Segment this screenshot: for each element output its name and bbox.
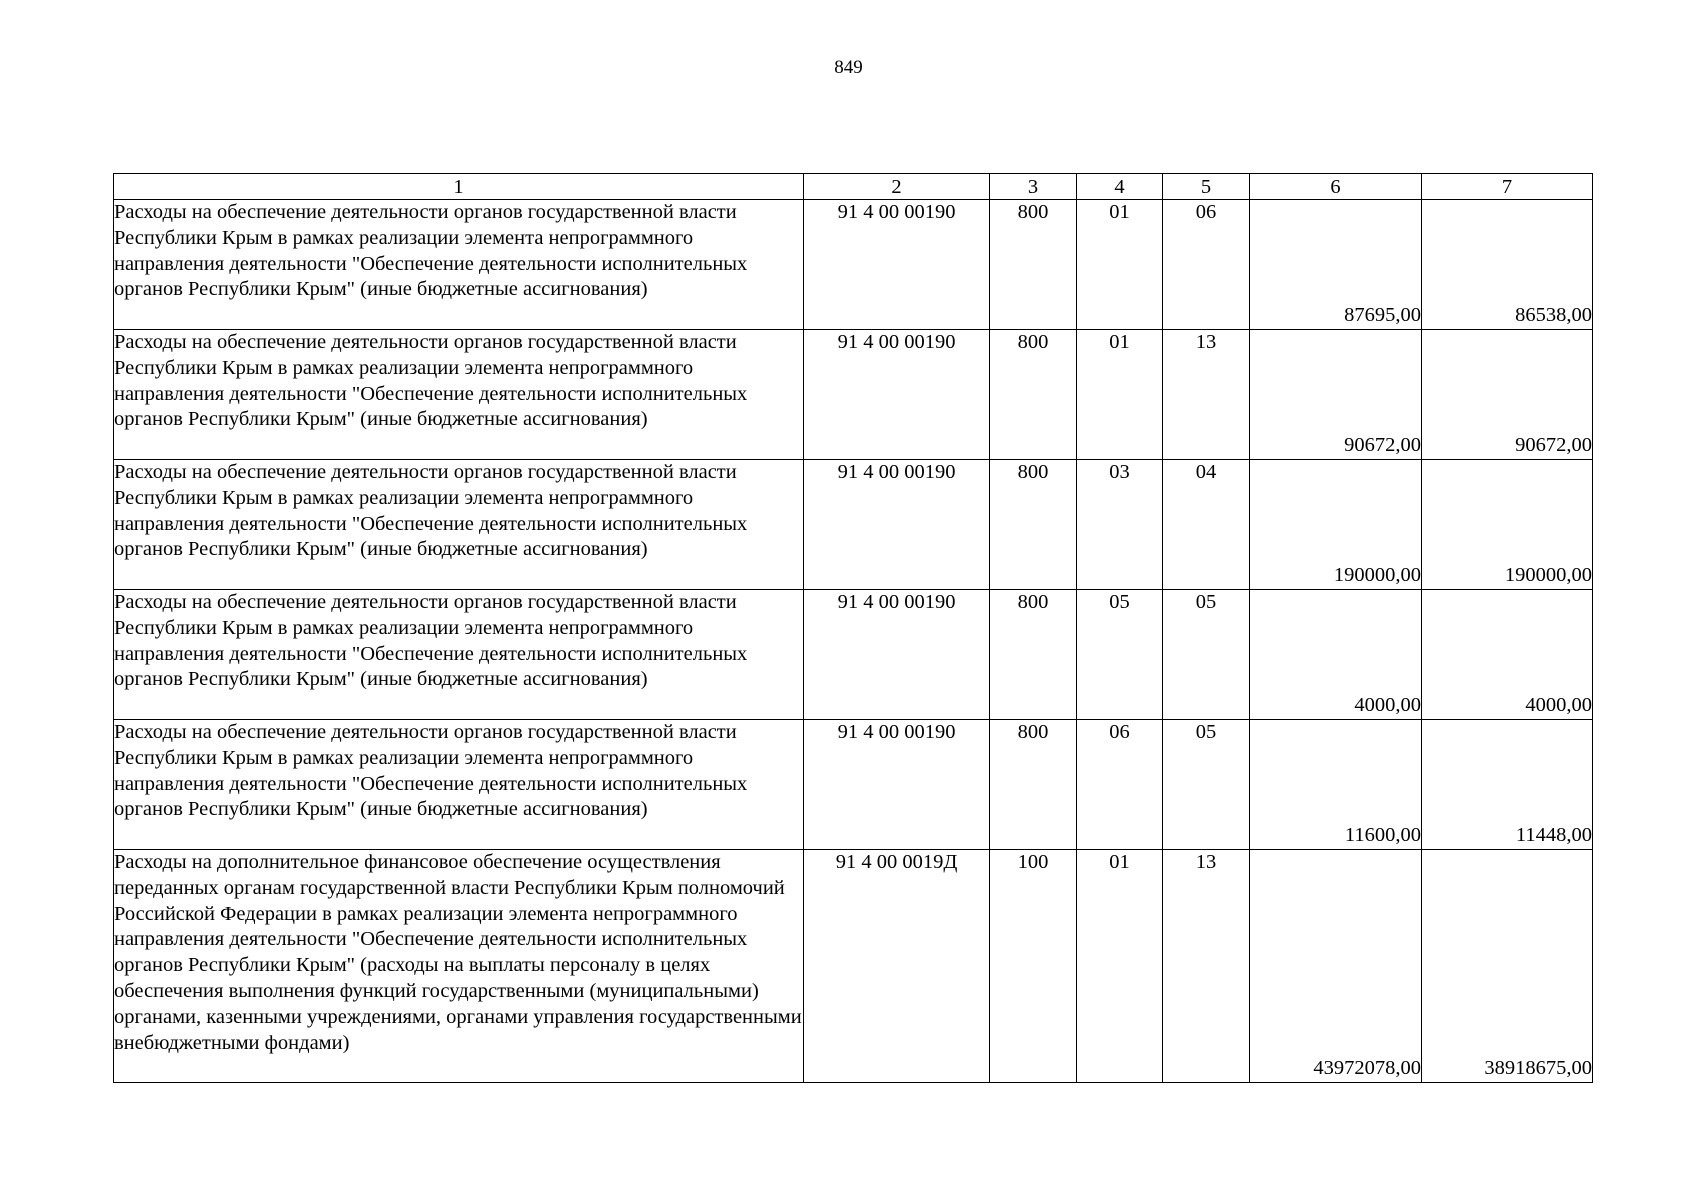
row-description: Расходы на обеспечение деятельности органов государственной власти Республики Крым в рамках реализации элемента непрограммного направления деятельности "Обеспечение деятельности исполнительных органов Республики Крым" (иные бюджетные ассигнования) bbox=[114, 460, 804, 590]
target-code: 91 4 00 00190 bbox=[804, 590, 990, 720]
amount-year-1: 43972078,00 bbox=[1250, 850, 1422, 1083]
row-description: Расходы на обеспечение деятельности органов государственной власти Республики Крым в рамках реализации элемента непрограммного направления деятельности "Обеспечение деятельности исполнительных органов Республики Крым" (иные бюджетные ассигнования) bbox=[114, 590, 804, 720]
amount-year-2: 38918675,00 bbox=[1422, 850, 1593, 1083]
column-header: 2 bbox=[804, 174, 990, 200]
row-description: Расходы на обеспечение деятельности органов государственной власти Республики Крым в рамках реализации элемента непрограммного направления деятельности "Обеспечение деятельности исполнительных органов Республики Крым" (иные бюджетные ассигнования) bbox=[114, 330, 804, 460]
column-header: 4 bbox=[1077, 174, 1163, 200]
amount-year-1: 11600,00 bbox=[1250, 720, 1422, 850]
table-row bbox=[114, 330, 1593, 460]
table-header-row bbox=[114, 174, 1593, 200]
target-code: 91 4 00 00190 bbox=[804, 200, 990, 330]
table-row bbox=[114, 460, 1593, 590]
amount-year-2: 86538,00 bbox=[1422, 200, 1593, 330]
row-description: Расходы на дополнительное финансовое обеспечение осуществления переданных органам государственной власти Республики Крым полномочий Российской Федерации в рамках реализации элемента непрограммного направления деятельности "Обеспечение деятельности исполнительных органов Республики Крым" (расходы на выплаты персоналу в целях обеспечения выполнения функций государственными (муниципальными) органами, казенными учреждениями, органами управления государственными внебюджетными фондами) bbox=[114, 850, 804, 1083]
amount-year-1: 90672,00 bbox=[1250, 330, 1422, 460]
expense-type: 800 bbox=[990, 590, 1077, 720]
section-code: 03 bbox=[1077, 460, 1163, 590]
table-row bbox=[114, 590, 1593, 720]
column-header: 5 bbox=[1163, 174, 1250, 200]
target-code: 91 4 00 00190 bbox=[804, 460, 990, 590]
row-description: Расходы на обеспечение деятельности органов государственной власти Республики Крым в рамках реализации элемента непрограммного направления деятельности "Обеспечение деятельности исполнительных органов Республики Крым" (иные бюджетные ассигнования) bbox=[114, 200, 804, 330]
row-description: Расходы на обеспечение деятельности органов государственной власти Республики Крым в рамках реализации элемента непрограммного направления деятельности "Обеспечение деятельности исполнительных органов Республики Крым" (иные бюджетные ассигнования) bbox=[114, 720, 804, 850]
target-code: 91 4 00 0019Д bbox=[804, 850, 990, 1083]
amount-year-2: 11448,00 bbox=[1422, 720, 1593, 850]
amount-year-2: 90672,00 bbox=[1422, 330, 1593, 460]
amount-year-1: 87695,00 bbox=[1250, 200, 1422, 330]
page-number: 849 bbox=[834, 57, 863, 78]
amount-year-1: 4000,00 bbox=[1250, 590, 1422, 720]
expense-type: 800 bbox=[990, 330, 1077, 460]
section-code: 05 bbox=[1077, 590, 1163, 720]
table-row bbox=[114, 850, 1593, 1083]
table-row bbox=[114, 200, 1593, 330]
column-header: 6 bbox=[1250, 174, 1422, 200]
section-code: 06 bbox=[1077, 720, 1163, 850]
target-code: 91 4 00 00190 bbox=[804, 720, 990, 850]
amount-year-1: 190000,00 bbox=[1250, 460, 1422, 590]
section-code: 01 bbox=[1077, 200, 1163, 330]
budget-table bbox=[113, 173, 1593, 1083]
section-code: 01 bbox=[1077, 850, 1163, 1083]
expense-type: 800 bbox=[990, 200, 1077, 330]
section-code: 01 bbox=[1077, 330, 1163, 460]
expense-type: 100 bbox=[990, 850, 1077, 1083]
amount-year-2: 190000,00 bbox=[1422, 460, 1593, 590]
column-header: 7 bbox=[1422, 174, 1593, 200]
target-code: 91 4 00 00190 bbox=[804, 330, 990, 460]
table-row bbox=[114, 720, 1593, 850]
subsection-code: 04 bbox=[1163, 460, 1250, 590]
subsection-code: 06 bbox=[1163, 200, 1250, 330]
subsection-code: 05 bbox=[1163, 590, 1250, 720]
column-header: 3 bbox=[990, 174, 1077, 200]
subsection-code: 05 bbox=[1163, 720, 1250, 850]
column-header: 1 bbox=[114, 174, 804, 200]
amount-year-2: 4000,00 bbox=[1422, 590, 1593, 720]
expense-type: 800 bbox=[990, 460, 1077, 590]
subsection-code: 13 bbox=[1163, 850, 1250, 1083]
subsection-code: 13 bbox=[1163, 330, 1250, 460]
expense-type: 800 bbox=[990, 720, 1077, 850]
